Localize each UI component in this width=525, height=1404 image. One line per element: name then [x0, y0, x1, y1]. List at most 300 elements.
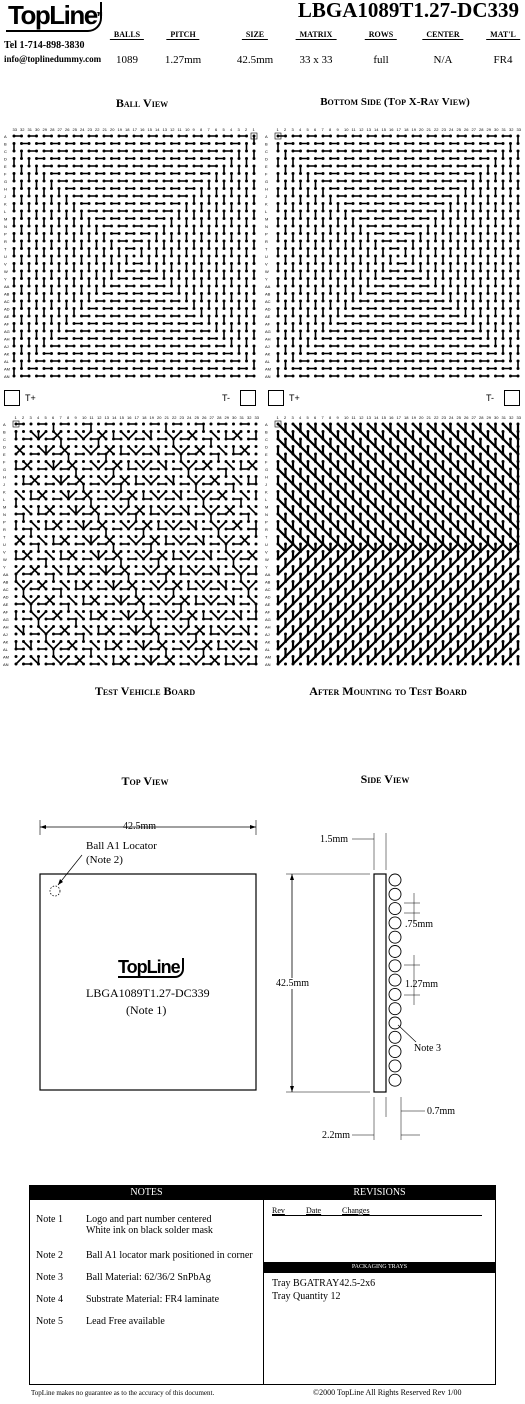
col-label: 11 [351, 415, 356, 420]
col-label: 4 [230, 127, 233, 132]
row-label: AH [265, 624, 271, 630]
row-label: U [3, 542, 6, 547]
row-label: AA [265, 284, 271, 289]
col-label: 30 [494, 415, 499, 420]
row-label: AG [265, 329, 271, 334]
top-view-note: (Note 1) [126, 1003, 167, 1017]
row-label: AF [4, 321, 10, 327]
row-label: T [3, 534, 6, 540]
spec-value-6: FR4 [493, 54, 513, 66]
col-label: 8 [67, 415, 70, 420]
row-label: R [4, 239, 7, 244]
col-label: 33 [254, 415, 259, 420]
row-label: AN [3, 662, 9, 667]
note-text-2: Ball A1 locator mark positioned in corner [86, 1250, 253, 1261]
col-label: 28 [50, 127, 55, 132]
row-label: AH [265, 336, 271, 342]
side-dim-height: 42.5mm [276, 978, 310, 989]
row-label: A [265, 134, 268, 139]
col-label: 30 [35, 127, 40, 132]
notes-table [29, 1185, 264, 1385]
spec-label-6: MAT'L [486, 30, 520, 40]
note-text-1b: White ink on black solder mask [86, 1225, 213, 1236]
row-label: AF [265, 321, 271, 327]
col-label: 13 [162, 127, 167, 132]
email-link[interactable]: info@toplinedummy.com [4, 54, 102, 64]
col-label: 28 [479, 127, 484, 132]
note-number-5: Note 5 [36, 1316, 63, 1327]
col-label: 29 [486, 127, 491, 132]
row-label: M [265, 504, 269, 510]
t-plus-label-2: T+ [289, 393, 300, 403]
col-label: 29 [224, 415, 229, 420]
row-label: F [4, 171, 7, 177]
row-label: AH [3, 624, 9, 630]
col-label: 1 [276, 127, 279, 132]
row-label: AK [4, 351, 10, 357]
col-label: 16 [389, 127, 394, 132]
row-label: AM [265, 366, 271, 372]
test-pad-right [240, 390, 256, 406]
col-label: 22 [172, 415, 177, 420]
col-label: 24 [449, 415, 454, 420]
note-text-1: Logo and part number centered [86, 1214, 212, 1225]
col-label: 7 [207, 127, 210, 132]
row-label: K [4, 201, 7, 207]
row-label: AG [265, 617, 271, 622]
row-label: D [265, 156, 268, 162]
top-view-part: LBGA1089T1.27-DC339 [86, 986, 210, 1000]
col-label: 2 [284, 415, 287, 420]
col-label: 14 [112, 415, 117, 420]
ball-view-title: Ball View [115, 96, 169, 110]
col-label: 16 [127, 415, 132, 420]
col-label: 32 [509, 415, 514, 420]
row-label: AJ [4, 344, 9, 349]
col-label: 25 [194, 415, 199, 420]
col-label: 25 [456, 127, 461, 132]
col-label: 5 [306, 127, 309, 132]
col-label: 15 [381, 415, 386, 420]
row-label: L [3, 497, 6, 502]
col-label: 3 [237, 127, 240, 132]
a1-locator-label: Ball A1 Locator [86, 840, 157, 852]
telephone: Tel 1-714-898-3830 [4, 40, 85, 51]
row-label: AC [265, 587, 271, 592]
col-label: 18 [404, 127, 409, 132]
spec-value-3: 33 x 33 [299, 54, 333, 66]
row-label: T [265, 246, 268, 252]
col-label: 2 [22, 415, 25, 420]
note-text-5: Lead Free available [86, 1316, 165, 1327]
topline-logo: TopLine™ [8, 0, 101, 30]
test-pad-left-2 [268, 390, 284, 406]
tray-name: Tray BGATRAY42.5-2x6 [272, 1278, 376, 1289]
row-label: Y [265, 276, 268, 282]
col-label: 3 [291, 127, 294, 132]
row-label: AN [265, 374, 271, 379]
after-mounting-grid [264, 410, 524, 675]
col-label: 3 [29, 415, 32, 420]
col-label: 15 [381, 127, 386, 132]
col-label: 6 [314, 127, 317, 132]
row-label: R [265, 527, 268, 532]
row-label: E [265, 452, 268, 457]
col-label: 25 [456, 415, 461, 420]
row-label: AC [4, 299, 10, 304]
row-label: AB [265, 579, 271, 585]
col-label: 7 [321, 127, 324, 132]
spec-label-4: ROWS [365, 30, 397, 40]
col-label: 1 [276, 415, 279, 420]
row-label: T [265, 534, 268, 540]
row-label: F [3, 459, 6, 465]
row-label: G [265, 467, 269, 472]
spec-label-0: BALLS [110, 30, 144, 40]
col-label: 9 [336, 127, 339, 132]
row-label: AJ [265, 632, 270, 637]
t-plus-label: T+ [25, 393, 36, 403]
col-label: 16 [389, 415, 394, 420]
col-label: 4 [299, 415, 302, 420]
col-label: 21 [426, 415, 431, 420]
col-label: 20 [110, 127, 115, 132]
row-label: Y [265, 564, 268, 570]
row-label: J [3, 482, 5, 487]
side-dim-ball: .75mm [405, 919, 434, 930]
col-label: 15 [147, 127, 152, 132]
row-label: R [265, 239, 268, 244]
col-label: 1 [14, 415, 17, 420]
row-label: AL [3, 647, 8, 652]
col-label: 17 [132, 127, 137, 132]
col-label: 29 [42, 127, 47, 132]
row-label: AD [265, 594, 271, 600]
col-label: 5 [222, 127, 225, 132]
a1-locator-note: (Note 2) [86, 854, 123, 866]
col-label: 2 [245, 127, 248, 132]
row-label: W [265, 269, 269, 274]
row-label: D [3, 444, 6, 450]
col-label: 27 [471, 415, 476, 420]
col-label: 27 [209, 415, 214, 420]
spec-value-1: 1.27mm [164, 54, 202, 66]
col-label: 21 [164, 415, 169, 420]
row-label: AC [3, 587, 9, 592]
packaging-title: PACKAGING TRAYS [264, 1262, 495, 1273]
row-label: AK [265, 351, 271, 357]
row-label: E [4, 164, 7, 169]
note-text-3: Ball Material: 62/36/2 SnPbAg [86, 1272, 211, 1283]
note-number-3: Note 3 [36, 1272, 63, 1283]
disclaimer: TopLine makes no guarantee as to the accuracy of this document. [31, 1389, 215, 1397]
col-label: 24 [80, 127, 85, 132]
changes-col: Changes [342, 1206, 370, 1215]
test-pad-right-2 [504, 390, 520, 406]
row-label: AM [3, 654, 9, 660]
col-label: 8 [329, 127, 332, 132]
col-label: 19 [411, 415, 416, 420]
row-label: B [265, 141, 268, 147]
col-label: 14 [374, 415, 379, 420]
row-label: K [265, 489, 268, 495]
col-label: 32 [247, 415, 252, 420]
row-label: C [3, 437, 6, 442]
side-view-title: Side View [360, 772, 410, 786]
row-label: Y [3, 564, 6, 570]
row-label: A [4, 134, 7, 139]
side-dim-22: 2.2mm [322, 1130, 351, 1141]
test-vehicle-title: Test Vehicle Board [94, 684, 196, 698]
spec-label-1: PITCH [166, 30, 199, 40]
row-label: P [4, 231, 7, 237]
col-label: 13 [366, 415, 371, 420]
col-label: 7 [321, 415, 324, 420]
revisions-title: REVISIONS [264, 1186, 495, 1200]
row-label: AJ [3, 632, 8, 637]
col-label: 5 [306, 415, 309, 420]
row-label: P [3, 519, 6, 525]
row-label: N [265, 224, 268, 229]
col-label: 13 [104, 415, 109, 420]
col-label: 20 [419, 127, 424, 132]
col-label: 33 [516, 415, 521, 420]
col-label: 19 [117, 127, 122, 132]
row-label: M [265, 216, 269, 222]
row-label: K [3, 489, 6, 495]
row-label: U [265, 254, 268, 259]
col-label: 19 [411, 127, 416, 132]
row-label: AE [265, 314, 271, 319]
row-label: AL [265, 647, 270, 652]
col-label: 18 [404, 415, 409, 420]
col-label: 21 [102, 127, 107, 132]
col-label: 10 [82, 415, 87, 420]
row-label: AN [265, 662, 271, 667]
row-label: C [4, 149, 7, 154]
top-view-title: Top View [121, 774, 169, 788]
col-label: 14 [155, 127, 160, 132]
row-label: AE [3, 602, 9, 607]
row-label: H [265, 474, 268, 480]
spec-label-3: MATRIX [296, 30, 337, 40]
row-label: AB [265, 291, 271, 297]
row-label: AF [265, 609, 271, 615]
spec-value-4: full [373, 54, 389, 66]
rev-col: Rev [272, 1206, 285, 1215]
row-label: V [265, 261, 268, 267]
col-label: 1 [252, 127, 255, 132]
row-label: L [4, 209, 7, 214]
side-note3: Note 3 [414, 1043, 441, 1054]
row-label: AL [4, 359, 9, 364]
row-label: A [265, 422, 268, 427]
col-label: 26 [65, 127, 70, 132]
col-label: 12 [359, 127, 364, 132]
note-text-4: Substrate Material: FR4 laminate [86, 1294, 220, 1305]
bottom-side-grid [264, 122, 524, 380]
note-number-2: Note 2 [36, 1250, 63, 1261]
col-label: 19 [149, 415, 154, 420]
row-label: J [265, 194, 267, 199]
row-label: K [265, 201, 268, 207]
spec-value-0: 1089 [116, 54, 138, 66]
row-label: L [265, 209, 268, 214]
row-label: C [265, 149, 268, 154]
row-label: P [265, 231, 268, 237]
row-label: B [3, 429, 6, 435]
top-view-drawing [30, 815, 270, 1095]
col-label: 4 [299, 127, 302, 132]
col-label: 25 [72, 127, 77, 132]
row-label: H [3, 474, 6, 480]
t-minus-label-2: T- [486, 393, 494, 403]
row-label: W [265, 557, 269, 562]
rev-divider [272, 1215, 482, 1216]
row-label: AB [4, 291, 10, 297]
col-label: 24 [187, 415, 192, 420]
test-vehicle-grid [2, 410, 264, 675]
row-label: AA [3, 572, 9, 577]
col-label: 9 [74, 415, 77, 420]
col-label: 8 [200, 127, 203, 132]
col-label: 7 [59, 415, 62, 420]
col-label: 6 [314, 415, 317, 420]
side-dim-pitch: 1.27mm [405, 979, 439, 990]
row-label: G [4, 179, 8, 184]
col-label: 23 [87, 127, 92, 132]
row-label: AN [4, 374, 10, 379]
spec-value-5: N/A [433, 54, 453, 66]
row-label: AD [3, 594, 9, 600]
row-label: J [265, 482, 267, 487]
col-label: 27 [471, 127, 476, 132]
row-label: C [265, 437, 268, 442]
col-label: 12 [359, 415, 364, 420]
row-label: Y [4, 276, 7, 282]
col-label: 33 [12, 127, 17, 132]
part-number-title: LBGA1089T1.27-DC339 [297, 0, 519, 22]
row-label: E [265, 164, 268, 169]
col-label: 26 [464, 127, 469, 132]
side-dim-07: 0.7mm [427, 1106, 456, 1117]
col-label: 17 [134, 415, 139, 420]
col-label: 10 [185, 127, 190, 132]
row-label: AJ [265, 344, 270, 349]
col-label: 23 [441, 415, 446, 420]
row-label: AM [4, 366, 10, 372]
row-label: AB [3, 579, 9, 585]
row-label: AF [3, 609, 9, 615]
col-label: 8 [329, 415, 332, 420]
ball-dots [13, 135, 256, 378]
col-label: 13 [366, 127, 371, 132]
row-label: AL [265, 359, 270, 364]
spec-label-2: SIZE [242, 30, 268, 40]
row-label: F [265, 171, 268, 177]
col-label: 22 [95, 127, 100, 132]
note-number-4: Note 4 [36, 1294, 63, 1305]
row-label: M [3, 504, 7, 510]
top-view-logo: TopLine [118, 958, 184, 978]
col-label: 10 [344, 127, 349, 132]
row-label: AE [265, 602, 271, 607]
side-dim-thickness: 1.5mm [320, 834, 349, 845]
col-label: 30 [232, 415, 237, 420]
col-label: 31 [501, 415, 506, 420]
col-label: 28 [217, 415, 222, 420]
col-label: 28 [479, 415, 484, 420]
col-label: 10 [344, 415, 349, 420]
col-label: 20 [419, 415, 424, 420]
row-label: AK [3, 639, 9, 645]
row-label: D [4, 156, 7, 162]
col-label: 31 [27, 127, 32, 132]
col-label: 27 [57, 127, 62, 132]
col-label: 31 [239, 415, 244, 420]
row-label: B [265, 429, 268, 435]
col-label: 18 [142, 415, 147, 420]
ball-dots [277, 135, 520, 378]
col-label: 23 [441, 127, 446, 132]
col-label: 32 [509, 127, 514, 132]
col-label: 5 [44, 415, 47, 420]
col-label: 3 [291, 415, 294, 420]
notes-title: NOTES [30, 1186, 263, 1200]
row-label: E [3, 452, 6, 457]
row-label: AG [4, 329, 10, 334]
col-label: 12 [170, 127, 175, 132]
row-label: U [265, 542, 268, 547]
t-minus-label: T- [222, 393, 230, 403]
col-label: 2 [284, 127, 287, 132]
col-label: 22 [434, 415, 439, 420]
col-label: 9 [336, 415, 339, 420]
col-label: 31 [501, 127, 506, 132]
date-col: Date [306, 1206, 322, 1215]
spec-value-2: 42.5mm [236, 54, 274, 66]
row-label: B [4, 141, 7, 147]
test-pad-left [4, 390, 20, 406]
row-label: L [265, 497, 268, 502]
col-label: 21 [426, 127, 431, 132]
col-label: 14 [374, 127, 379, 132]
copyright: ©2000 TopLine All Rights Reserved Rev 1/00 [313, 1388, 462, 1397]
bottom-side-title: Bottom Side (Top X-Ray View) [320, 96, 470, 108]
row-label: A [3, 422, 6, 427]
tray-quantity: Tray Quantity 12 [272, 1291, 341, 1302]
col-label: 11 [177, 127, 182, 132]
col-label: 30 [494, 127, 499, 132]
row-label: G [3, 467, 7, 472]
row-label: AA [265, 572, 271, 577]
row-label: AD [265, 306, 271, 312]
after-mounting-title: After Mounting to Test Board [309, 684, 467, 698]
col-label: 15 [119, 415, 124, 420]
col-label: 26 [202, 415, 207, 420]
revisions-table [263, 1185, 496, 1385]
row-label: U [4, 254, 7, 259]
row-label: AE [4, 314, 10, 319]
row-label: W [4, 269, 8, 274]
col-label: 24 [449, 127, 454, 132]
row-label: D [265, 444, 268, 450]
row-label: AM [265, 654, 271, 660]
col-label: 18 [125, 127, 130, 132]
side-view-drawing [280, 825, 480, 1145]
row-label: AC [265, 299, 271, 304]
col-label: 16 [140, 127, 145, 132]
